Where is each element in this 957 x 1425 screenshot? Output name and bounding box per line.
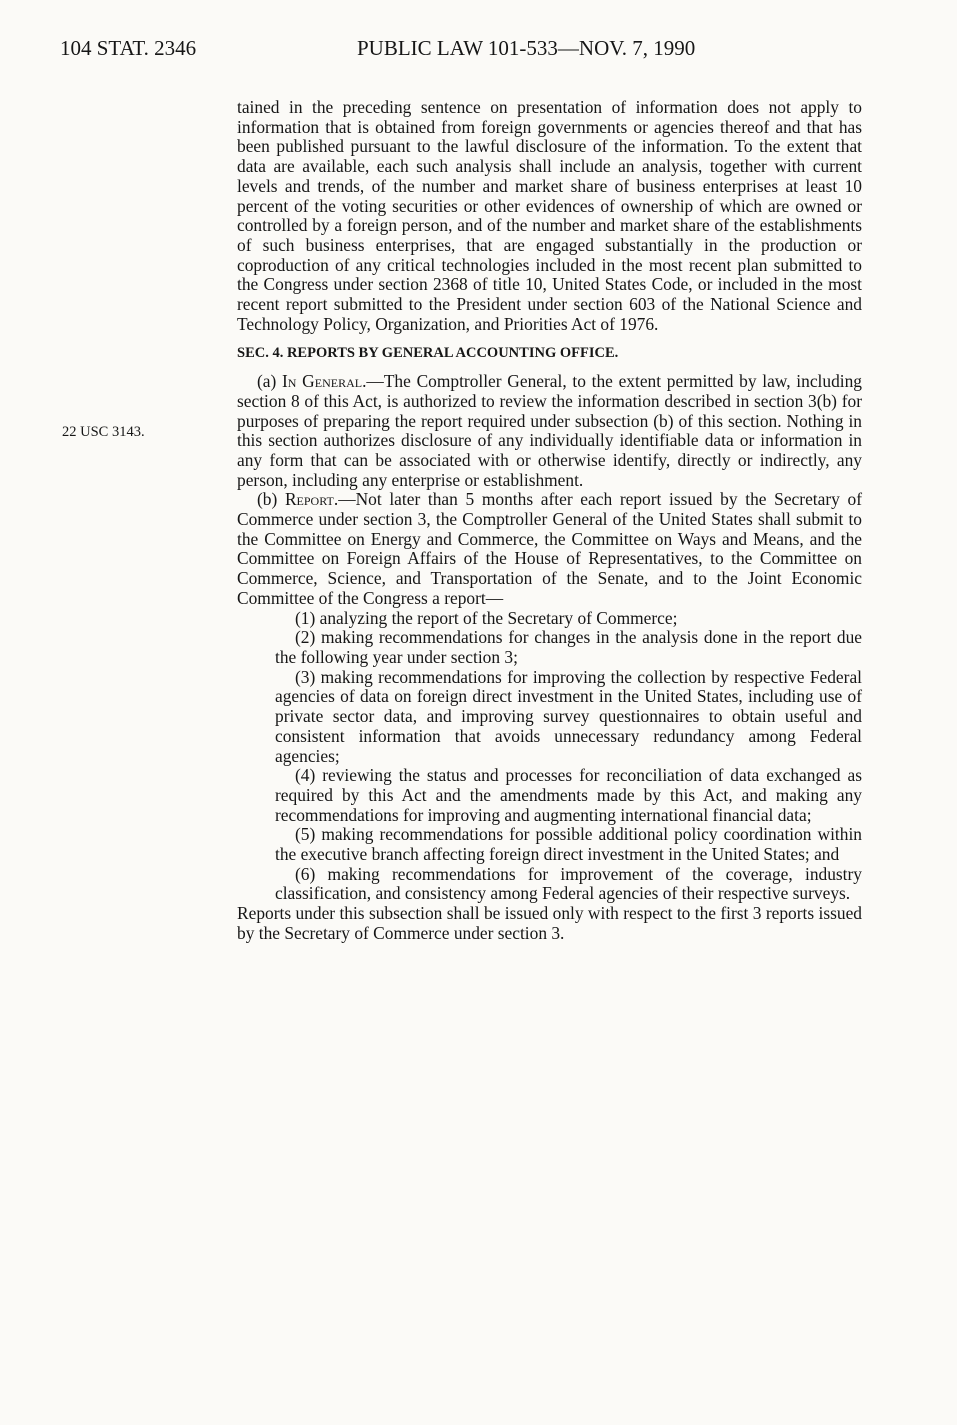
page-header [60,36,897,62]
stat-citation: 104 STAT. 2346 [60,36,197,60]
subsection-b [237,490,862,608]
subsection-a-title: In General. [282,371,367,392]
list-item-6: (6) making recommendations for improvement of the coverage, industry classification, and consistency among Federal agencies of their respective surveys. [275,863,862,904]
subsection-b-text: —Not later than 5 months after each report issued by the Secretary of Commerce under section 3, the Comptroller General of the United States shall submit to the Committee on Energy and Commerce, the Committee on Ways and Means, and the Committee on Foreign Affairs of the House of Representatives, to the Committee on Commerce, Science, and Transportation of the Senate, and to the Joint Economic Committee of the Congress a report— [237,489,862,608]
list-item-5: (5) making recommendations for possible additional policy coordination within the executive branch affecting foreign direct investment in the United States; and [275,824,862,865]
intro-paragraph: tained in the preceding sentence on presentation of information does not apply to information that is obtained from foreign governments or agencies thereof and that has been published pursuant to the lawful disclosure of the information. To the extent that data are available, each such analysis shall include an analysis, together with current levels and trends, of the number and market share of business enterprises at least 10 percent of the voting securities or other evidences of ownership of which are owned or controlled by a foreign person, and of the number and market share of the establishments of such business enterprises, that are engaged substantially in the production or coproduction of any critical technologies included in the most recent plan submitted to the Congress under section 2368 of title 10, United States Code, or included in the most recent report submitted to the President under section 603 of the National Science and Technology Policy, Organization, and Priorities Act of 1976. [237,97,862,334]
section-heading: SEC. 4. REPORTS BY GENERAL ACCOUNTING OFFICE. [237,345,619,362]
public-law-title: PUBLIC LAW 101-533—NOV. 7, 1990 [357,36,696,60]
subsection-a [237,372,862,490]
list-item-4: (4) reviewing the status and processes for reconciliation of data exchanged as required by this Act and the amendments made by this Act, and making any recommendations for improving and augmenting international financial data; [275,765,862,825]
list-item-2: (2) making recommendations for changes in the analysis done in the report due the following year under section 3; [275,627,862,667]
subsection-a-text: —The Comptroller General, to the extent permitted by law, including section 8 of this Act, is authorized to review the information described in section 3(b) for purposes of preparing the report required under subsection (b) of this section. Nothing in this section authorizes disclosure of any individually identifiable data or information in any form that can be associated with or otherwise identify, directly or indirectly, any person, including any enterprise or establishment. [237,371,862,490]
margin-note-usc: 22 USC 3143. [62,424,145,440]
document-body [237,98,862,944]
subsection-a-label: (a) [257,371,283,392]
list-item-3: (3) making recommendations for improving the collection by respective Federal agencies of data on foreign direct investment in the United States, including use of private sector data, and improving survey questionnaires to obtain useful and consistent information that avoids unnecessary redundancy among Federal agencies; [275,666,862,766]
list-item-1: (1) analyzing the report of the Secretary of Commerce; [295,607,678,628]
subsection-b-label: (b) [257,489,285,510]
closing-paragraph: Reports under this subsection shall be issued only with respect to the first 3 reports issued by the Secretary of Commerce under section 3. [237,903,862,943]
subsection-b-title: Report. [284,489,339,510]
